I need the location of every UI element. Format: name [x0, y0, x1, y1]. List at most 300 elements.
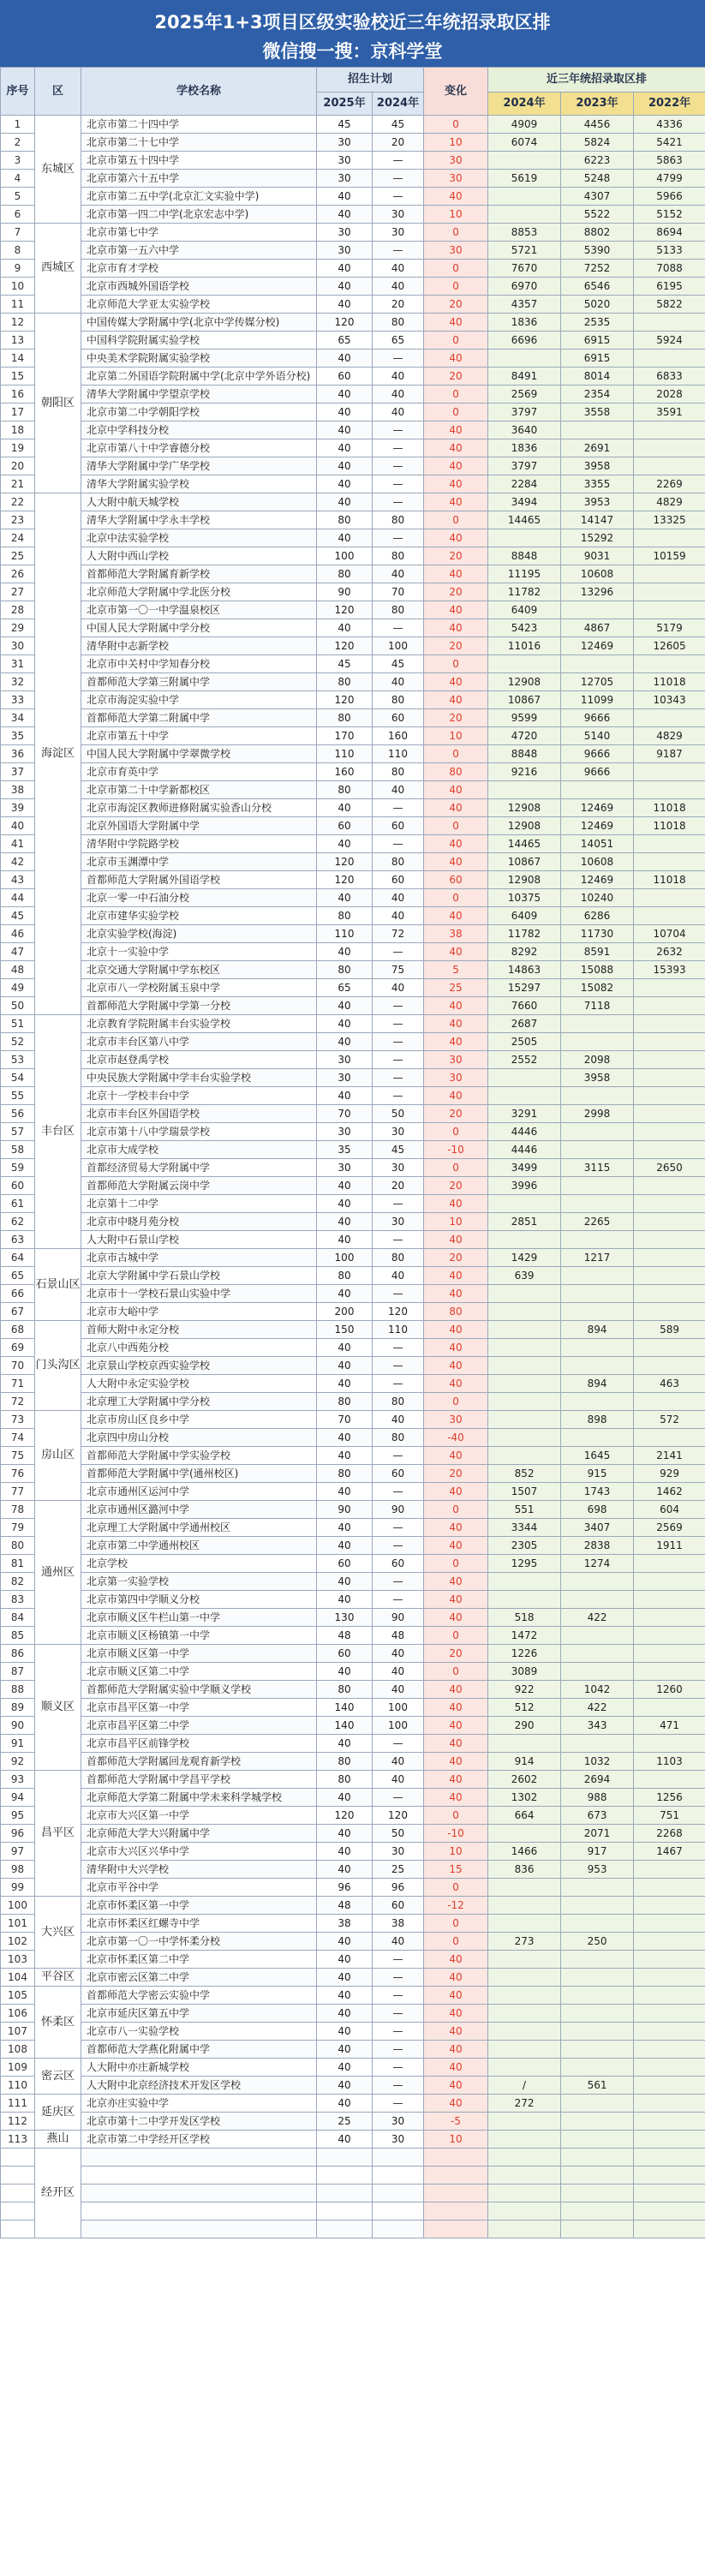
rank-2024: 9599: [488, 709, 561, 727]
plan-2024: —: [373, 1573, 424, 1591]
district-name: 西城区: [35, 224, 81, 314]
table-row: [1, 925, 705, 943]
row-number: 84: [1, 1609, 35, 1627]
plan-2025: 40: [317, 2131, 373, 2149]
plan-2025: 25: [317, 2113, 373, 2131]
rank-2024: 3291: [488, 1105, 561, 1123]
rank-2022: [634, 583, 705, 601]
rank-2023: 988: [561, 1789, 634, 1807]
rank-2023: 1032: [561, 1753, 634, 1771]
rank-2024: 290: [488, 1717, 561, 1735]
plan-2024: 60: [373, 1465, 424, 1483]
school-name: 北京市昌平区第一中学: [81, 1699, 317, 1717]
rank-2022: 10704: [634, 925, 705, 943]
row-number: 92: [1, 1753, 35, 1771]
row-number: 44: [1, 889, 35, 907]
rank-2022: 2028: [634, 386, 705, 403]
plan-2025: 140: [317, 1699, 373, 1717]
rank-2022: 13325: [634, 511, 705, 529]
table-row: [1, 961, 705, 979]
plan-2025: 90: [317, 583, 373, 601]
school-name: [81, 2167, 317, 2185]
rank-2024: 6409: [488, 601, 561, 619]
school-name: 北京实验学校(海淀): [81, 925, 317, 943]
plan-2024: 40: [373, 1681, 424, 1699]
table-row: [1, 2077, 705, 2095]
district-name: 大兴区: [35, 1897, 81, 1969]
plan-change: 40: [424, 350, 488, 368]
rank-2022: [634, 763, 705, 781]
plan-2024: —: [373, 1375, 424, 1393]
plan-2024: —: [373, 242, 424, 260]
rank-2022: [634, 1861, 705, 1879]
school-name: 首都师范大学燕化附属中学: [81, 2041, 317, 2059]
plan-2025: 80: [317, 565, 373, 583]
table-row: [1, 2167, 705, 2185]
plan-change: 30: [424, 1069, 488, 1087]
plan-change: 30: [424, 1411, 488, 1429]
school-name: 清华附中大兴学校: [81, 1861, 317, 1879]
plan-change: 40: [424, 1753, 488, 1771]
school-name: 北京师范大学亚太实验学校: [81, 296, 317, 314]
plan-change: -40: [424, 1429, 488, 1447]
row-number: 52: [1, 1033, 35, 1051]
plan-2024: 40: [373, 1771, 424, 1789]
plan-2024: 80: [373, 1249, 424, 1267]
school-name: [81, 2202, 317, 2220]
plan-change: 40: [424, 2059, 488, 2077]
rank-2023: 5140: [561, 727, 634, 745]
school-name: 中国人民大学附属中学分校: [81, 619, 317, 637]
plan-change: 40: [424, 619, 488, 637]
table-row: [1, 853, 705, 871]
plan-2025: 80: [317, 709, 373, 727]
rank-2024: [488, 188, 561, 206]
rank-2024: 7660: [488, 997, 561, 1015]
rank-2024: [488, 1987, 561, 2005]
plan-2025: 30: [317, 224, 373, 242]
table-row: [1, 170, 705, 188]
rank-2022: 3591: [634, 403, 705, 421]
rank-2022: [634, 1933, 705, 1951]
rank-2024: 10867: [488, 691, 561, 709]
rank-2024: 5423: [488, 619, 561, 637]
district-name: 平谷区: [35, 1969, 81, 1987]
rank-2023: 8014: [561, 368, 634, 386]
school-name: 人大附中亦庄新城学校: [81, 2059, 317, 2077]
rank-2024: 8848: [488, 547, 561, 565]
plan-change: 40: [424, 2041, 488, 2059]
plan-2025: 40: [317, 1375, 373, 1393]
rank-2022: 2650: [634, 1159, 705, 1177]
table-row: [1, 332, 705, 350]
school-name: 北京市通州区潞河中学: [81, 1501, 317, 1519]
table-row: [1, 2023, 705, 2041]
table-row: [1, 1123, 705, 1141]
plan-2024: 40: [373, 278, 424, 296]
rank-2024: [488, 1591, 561, 1609]
table-row: [1, 1069, 705, 1087]
row-number: 97: [1, 1843, 35, 1861]
table-row: [1, 1573, 705, 1591]
rank-2024: [488, 655, 561, 673]
school-name: 清华大学附属中学广华学校: [81, 457, 317, 475]
plan-2025: 65: [317, 979, 373, 997]
table-row: [1, 1879, 705, 1897]
plan-2024: —: [373, 2095, 424, 2113]
school-name: 北京市第二中学朝阳学校: [81, 403, 317, 421]
rank-2023: 3407: [561, 1519, 634, 1537]
school-name: 北京教育学院附属丰台实验学校: [81, 1015, 317, 1033]
school-name: 北京市第五十四中学: [81, 152, 317, 170]
plan-2024: [373, 2167, 424, 2185]
table-row: [1, 601, 705, 619]
plan-2025: 40: [317, 1339, 373, 1357]
rank-2022: [634, 1897, 705, 1915]
plan-change: 40: [424, 1195, 488, 1213]
row-number: 109: [1, 2059, 35, 2077]
table-row: [1, 1843, 705, 1861]
plan-2025: 40: [317, 475, 373, 493]
plan-change: 0: [424, 1627, 488, 1645]
plan-2024: 70: [373, 583, 424, 601]
plan-change: 0: [424, 1159, 488, 1177]
row-number: 20: [1, 457, 35, 475]
plan-change: 40: [424, 475, 488, 493]
rank-2023: 6915: [561, 350, 634, 368]
plan-2025: 40: [317, 386, 373, 403]
rank-2024: 11782: [488, 925, 561, 943]
school-name: 北京市通州区运河中学: [81, 1483, 317, 1501]
row-number: 11: [1, 296, 35, 314]
plan-2025: [317, 2220, 373, 2238]
rank-2022: [634, 1627, 705, 1645]
rank-2024: 4446: [488, 1141, 561, 1159]
table-row: [1, 1645, 705, 1663]
plan-2025: 110: [317, 925, 373, 943]
plan-change: 40: [424, 799, 488, 817]
plan-2025: 40: [317, 799, 373, 817]
plan-2025: 40: [317, 1735, 373, 1753]
rank-2024: 1472: [488, 1627, 561, 1645]
row-number: 76: [1, 1465, 35, 1483]
rank-2023: 1042: [561, 1681, 634, 1699]
rank-2022: 604: [634, 1501, 705, 1519]
plan-change: 20: [424, 1105, 488, 1123]
plan-change: 30: [424, 1051, 488, 1069]
district-name: 顺义区: [35, 1645, 81, 1771]
plan-2025: 40: [317, 2023, 373, 2041]
plan-2024: —: [373, 1789, 424, 1807]
rank-2024: 10375: [488, 889, 561, 907]
rank-2023: [561, 2095, 634, 2113]
plan-2024: 80: [373, 547, 424, 565]
rank-2024: [488, 2041, 561, 2059]
rank-2024: [488, 1303, 561, 1321]
plan-2024: —: [373, 1591, 424, 1609]
school-name: 北京市怀柔区红螺寺中学: [81, 1915, 317, 1933]
row-number: 104: [1, 1969, 35, 1987]
plan-2024: 100: [373, 1699, 424, 1717]
rank-2022: 572: [634, 1411, 705, 1429]
rank-2023: 8591: [561, 943, 634, 961]
school-name: 人大附中航天城学校: [81, 493, 317, 511]
row-number: 99: [1, 1879, 35, 1897]
row-number: 47: [1, 943, 35, 961]
plan-change: 25: [424, 979, 488, 997]
plan-change: 40: [424, 1447, 488, 1465]
rank-2022: [634, 1213, 705, 1231]
rank-2022: [634, 2131, 705, 2149]
school-name: 北京市西城外国语学校: [81, 278, 317, 296]
row-number: 68: [1, 1321, 35, 1339]
table-row: [1, 1033, 705, 1051]
rank-2023: 5824: [561, 134, 634, 152]
plan-2025: 80: [317, 673, 373, 691]
plan-2024: 80: [373, 691, 424, 709]
plan-2024: —: [373, 493, 424, 511]
school-name: 人大附中永定实验学校: [81, 1375, 317, 1393]
plan-change: 40: [424, 907, 488, 925]
row-number: 113: [1, 2131, 35, 2149]
row-number: 93: [1, 1771, 35, 1789]
plan-change: -10: [424, 1141, 488, 1159]
plan-2024: —: [373, 350, 424, 368]
school-name: 北京理工大学附属中学通州校区: [81, 1519, 317, 1537]
plan-2024: 100: [373, 637, 424, 655]
table-row: [1, 368, 705, 386]
plan-2024: 30: [373, 2131, 424, 2149]
rank-2024: 518: [488, 1609, 561, 1627]
rank-2024: [488, 1393, 561, 1411]
rank-2023: [561, 2059, 634, 2077]
plan-2024: 80: [373, 1429, 424, 1447]
rank-2022: [634, 835, 705, 853]
rank-2024: 5721: [488, 242, 561, 260]
rank-2023: 250: [561, 1933, 634, 1951]
table-row: [1, 134, 705, 152]
plan-2025: 96: [317, 1879, 373, 1897]
school-name: 北京市顺义区牛栏山第一中学: [81, 1609, 317, 1627]
plan-change: 80: [424, 763, 488, 781]
rank-2023: 3958: [561, 457, 634, 475]
school-name: 北京市顺义区第一中学: [81, 1645, 317, 1663]
row-number: 48: [1, 961, 35, 979]
plan-2025: 40: [317, 1285, 373, 1303]
rank-2022: [634, 421, 705, 439]
plan-2025: 40: [317, 619, 373, 637]
row-number: 26: [1, 565, 35, 583]
rank-2022: [634, 853, 705, 871]
table-row: [1, 278, 705, 296]
rank-2024: [488, 1429, 561, 1447]
plan-2024: 20: [373, 296, 424, 314]
plan-2024: —: [373, 529, 424, 547]
row-number: 50: [1, 997, 35, 1015]
district-name: 房山区: [35, 1411, 81, 1501]
rank-2023: 4456: [561, 116, 634, 134]
table-row: [1, 2005, 705, 2023]
rank-2022: [634, 1177, 705, 1195]
table-row: [1, 979, 705, 997]
rank-2023: 9031: [561, 547, 634, 565]
plan-2025: 160: [317, 763, 373, 781]
plan-2025: 100: [317, 547, 373, 565]
plan-2025: 60: [317, 368, 373, 386]
row-number: 91: [1, 1735, 35, 1753]
rank-2022: 6195: [634, 278, 705, 296]
rank-2022: 2569: [634, 1519, 705, 1537]
rank-2022: [634, 1969, 705, 1987]
plan-change: 40: [424, 1519, 488, 1537]
rank-2022: [634, 2202, 705, 2220]
plan-change: 10: [424, 1213, 488, 1231]
plan-2025: 60: [317, 817, 373, 835]
school-name: 北京大学附属中学石景山学校: [81, 1267, 317, 1285]
rank-2024: 14465: [488, 835, 561, 853]
table-row: [1, 1609, 705, 1627]
plan-2024: 65: [373, 332, 424, 350]
rank-2024: 2687: [488, 1015, 561, 1033]
plan-2025: 200: [317, 1303, 373, 1321]
rank-2024: 6409: [488, 907, 561, 925]
school-name: 清华附中学院路学校: [81, 835, 317, 853]
row-number: 86: [1, 1645, 35, 1663]
table-row: [1, 206, 705, 224]
rank-2022: [634, 2041, 705, 2059]
rank-2024: 2552: [488, 1051, 561, 1069]
plan-2024: 30: [373, 206, 424, 224]
school-name: 北京市第二十七中学: [81, 134, 317, 152]
rank-2024: 4357: [488, 296, 561, 314]
rank-2024: [488, 1573, 561, 1591]
rank-2023: 6915: [561, 332, 634, 350]
school-name: 北京中法实验学校: [81, 529, 317, 547]
row-number: 21: [1, 475, 35, 493]
plan-2025: 120: [317, 637, 373, 655]
rank-2023: 5390: [561, 242, 634, 260]
plan-2024: 90: [373, 1501, 424, 1519]
rank-2023: 1645: [561, 1447, 634, 1465]
table-row: [1, 421, 705, 439]
plan-2024: [373, 2149, 424, 2167]
rank-2022: 2268: [634, 1825, 705, 1843]
rank-2022: 1260: [634, 1681, 705, 1699]
rank-2023: [561, 1285, 634, 1303]
rank-2022: [634, 601, 705, 619]
rank-2024: 2505: [488, 1033, 561, 1051]
school-name: 北京景山学校京西实验学校: [81, 1357, 317, 1375]
plan-change: 0: [424, 1123, 488, 1141]
rank-2022: [634, 1105, 705, 1123]
rank-2023: [561, 1951, 634, 1969]
rank-2023: 5522: [561, 206, 634, 224]
rank-2022: 5152: [634, 206, 705, 224]
row-number: 32: [1, 673, 35, 691]
plan-2024: —: [373, 152, 424, 170]
rank-2023: [561, 2167, 634, 2185]
plan-2024: —: [373, 1195, 424, 1213]
rank-2023: [561, 1663, 634, 1681]
school-name: 首都师范大学第二附属中学: [81, 709, 317, 727]
plan-2025: 40: [317, 1483, 373, 1501]
plan-2024: —: [373, 2041, 424, 2059]
rank-2023: 894: [561, 1375, 634, 1393]
plan-2024: —: [373, 799, 424, 817]
plan-2025: [317, 2167, 373, 2185]
row-number: 38: [1, 781, 35, 799]
row-number: 14: [1, 350, 35, 368]
page-title: 2025年1+3项目区级实验校近三年统招录取区排: [154, 12, 551, 33]
row-number: 17: [1, 403, 35, 421]
table-row: [1, 1789, 705, 1807]
rank-2022: 471: [634, 1717, 705, 1735]
rank-2023: [561, 1123, 634, 1141]
plan-2024: 40: [373, 979, 424, 997]
row-number: 108: [1, 2041, 35, 2059]
school-name: 北京师范大学大兴附属中学: [81, 1825, 317, 1843]
table-row: [1, 1969, 705, 1987]
school-name: 北京市第一〇一中学怀柔分校: [81, 1933, 317, 1951]
plan-2025: 40: [317, 1951, 373, 1969]
plan-2025: 40: [317, 1537, 373, 1555]
rank-2022: 9187: [634, 745, 705, 763]
table-row: [1, 727, 705, 745]
school-name: 北京亦庄实验中学: [81, 2095, 317, 2113]
plan-change: 40: [424, 1267, 488, 1285]
rank-2022: [634, 565, 705, 583]
rank-2023: 6286: [561, 907, 634, 925]
table-row: [1, 1465, 705, 1483]
rank-2024: 4446: [488, 1123, 561, 1141]
rank-2022: [634, 889, 705, 907]
plan-2024: 25: [373, 1861, 424, 1879]
rank-2022: [634, 2077, 705, 2095]
plan-2024: [373, 2202, 424, 2220]
rank-2022: [634, 350, 705, 368]
plan-2025: 40: [317, 1591, 373, 1609]
plan-2025: 60: [317, 1555, 373, 1573]
school-name: 北京市中关村中学知春分校: [81, 655, 317, 673]
rank-2023: 3558: [561, 403, 634, 421]
rank-2024: 551: [488, 1501, 561, 1519]
plan-change: 40: [424, 1969, 488, 1987]
rank-2024: [488, 1447, 561, 1465]
rank-2022: 2141: [634, 1447, 705, 1465]
rank-2024: [488, 1195, 561, 1213]
plan-2024: —: [373, 1087, 424, 1105]
rank-2024: [488, 1069, 561, 1087]
table-body: [1, 116, 705, 2238]
plan-2025: 30: [317, 152, 373, 170]
row-number: 8: [1, 242, 35, 260]
plan-2025: 48: [317, 1627, 373, 1645]
plan-2024: —: [373, 1285, 424, 1303]
plan-change: 0: [424, 1663, 488, 1681]
row-number: 74: [1, 1429, 35, 1447]
plan-2025: 40: [317, 943, 373, 961]
table-row: [1, 943, 705, 961]
rank-2024: 8292: [488, 943, 561, 961]
table-row: [1, 1825, 705, 1843]
plan-2024: 120: [373, 1303, 424, 1321]
title-banner: [0, 0, 705, 67]
district-name: 怀柔区: [35, 1987, 81, 2059]
rank-2022: 11018: [634, 799, 705, 817]
plan-change: -5: [424, 2113, 488, 2131]
rank-2022: 4829: [634, 493, 705, 511]
rank-2024: 273: [488, 1933, 561, 1951]
